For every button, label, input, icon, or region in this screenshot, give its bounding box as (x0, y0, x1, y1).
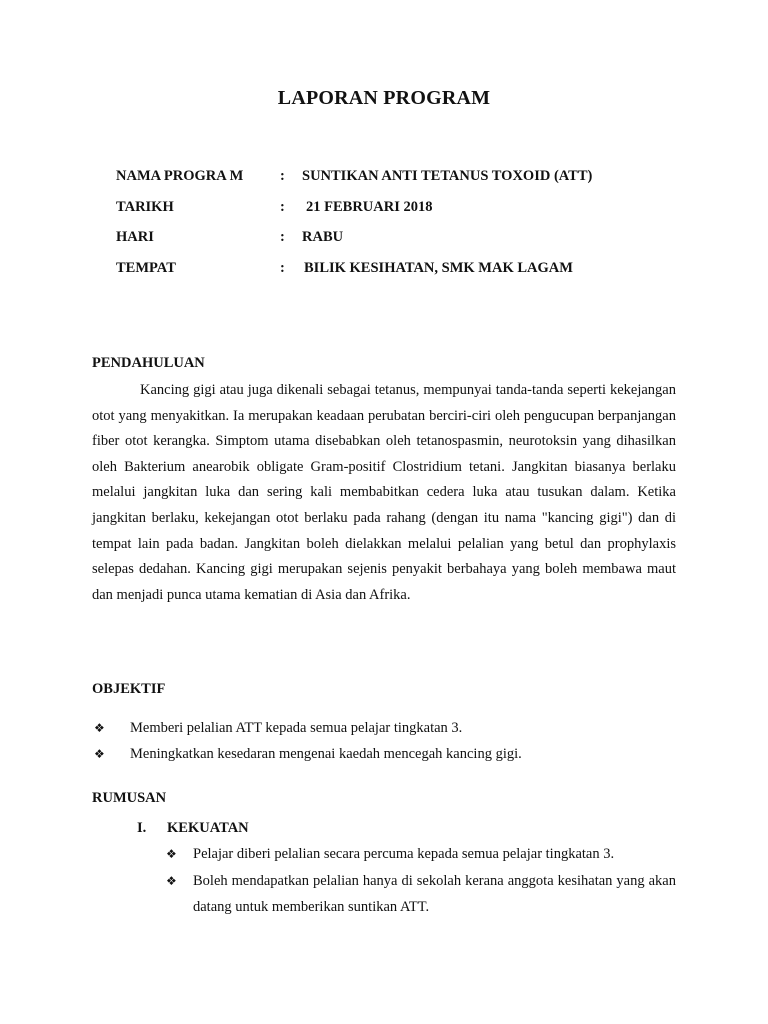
list-item-text: Pelajar diberi pelalian secara percuma kepada semua pelajar tingkatan 3. (193, 846, 615, 862)
section-heading-rumusan: RUMUSAN (92, 790, 167, 806)
info-value: BILIK KESIHATAN, SMK MAK LAGAM (304, 260, 573, 276)
page-title: LAPORAN PROGRAM (277, 87, 491, 109)
list-item-text: Memberi pelalian ATT kepada semua pelajar tingkatan 3. (130, 720, 463, 736)
info-colon: : (280, 168, 285, 184)
paragraph-pendahuluan: Kancing gigi atau juga dikenali sebagai tetanus, mempunyai tanda-tanda seperti kekejangan otot yang menyakitkan. Ia merupakan keadaan perubatan berciri-ciri oleh pengucupan berpanjangan fiber otot kerangka. Simptom utama disebabkan oleh tetanospasmin, neurotoksin yang dihasilkan oleh Bakterium anearobik obligate Gram-positif Clostridium tetani. Jangkitan biasanya berlaku melalui jangkitan luka dan sering kali membabitkan cedera luka atau tusukan dalam. Ketika jangkitan berlaku, kekejangan otot berlaku pada rahang (dengan itu nama "kancing gigi") dan di tempat lain pada badan. Jangkitan boleh dielakkan melalui pelalian yang betul dan prophylaxis selepas dedahan. Kancing gigi merupakan sejenis penyakit berbahaya yang boleh membawa maut dan menjadi punca utama kematian di Asia dan Afrika. (92, 382, 676, 603)
section-heading-objektif: OBJEKTIF (92, 681, 166, 697)
info-label: NAMA PROGRA M (116, 168, 244, 184)
info-label: TARIKH (116, 199, 174, 215)
list-item-text: Boleh mendapatkan pelalian hanya di sekolah kerana anggota kesihatan yang akan datang untuk memberikan suntikan ATT. (193, 873, 676, 915)
list-item-text: Meningkatkan kesedaran mengenai kaedah mencegah kancing gigi. (130, 746, 522, 762)
bullet-icon: ❖ (166, 847, 177, 861)
info-label: HARI (116, 229, 154, 245)
section-heading-pendahuluan: PENDAHULUAN (92, 355, 205, 371)
subsection-title: KEKUATAN (167, 820, 249, 836)
info-label: TEMPAT (116, 260, 176, 276)
bullet-icon: ❖ (94, 721, 105, 735)
bullet-icon: ❖ (166, 874, 177, 888)
info-value: 21 FEBRUARI 2018 (306, 199, 433, 215)
info-value: RABU (302, 229, 344, 245)
subsection-number: I. (137, 820, 147, 836)
info-colon: : (280, 199, 285, 215)
info-colon: : (280, 260, 285, 276)
info-colon: : (280, 229, 285, 245)
bullet-icon: ❖ (94, 747, 105, 761)
info-value: SUNTIKAN ANTI TETANUS TOXOID (ATT) (302, 168, 593, 184)
